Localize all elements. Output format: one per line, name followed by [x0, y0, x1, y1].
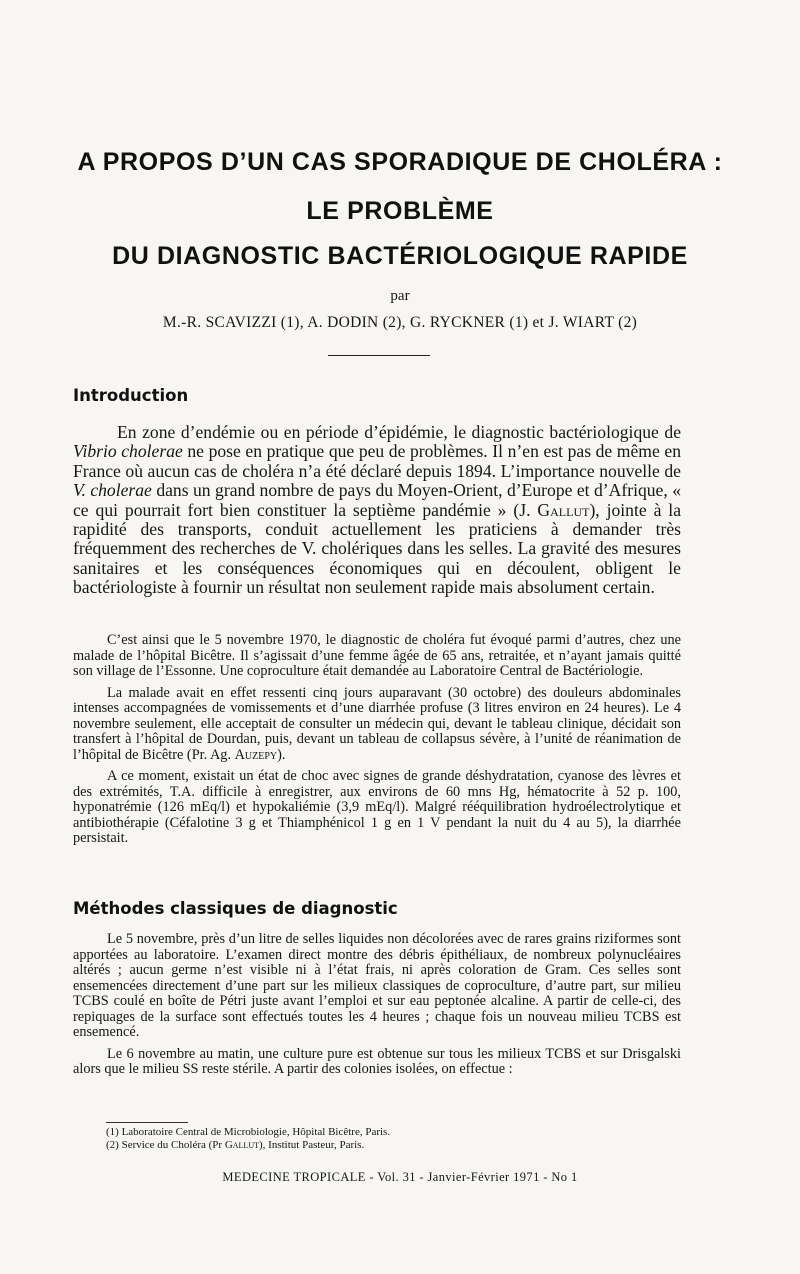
footnotes [106, 1126, 666, 1152]
footnote-1: (1) Laboratoire Central de Microbiologie, Hôpital Bicêtre, Paris. [106, 1126, 391, 1138]
article-title-line-3: DU DIAGNOSTIC BACTÉRIOLOGIQUE RAPIDE [112, 242, 688, 270]
case-paragraph-3: A ce moment, existait un état de choc avec signes de grande déshydratation, cyanose des lèvres et des extrémités, T.A. difficile à enregistrer, aux environs de 60 mns Hg, hématocrite à 52 p. 100, hyponatrémie (126 mEq/l) et hypokaliémie (3,9 mEq/l). Malgré rééquilibration hydroélectrolytique et antibiothérapie (Céfalotine 3 g et Thiamphénicol 1 g en 1 V pendant la nuit du 4 au 5), la diarrhée persistait. [73, 768, 681, 846]
intro-text-2: ne pose en pratique que peu de problèmes. Il n’en est pas de même en France où aucun cas de choléra n’a été déclaré depuis 1894. L’importance nouvelle de [73, 441, 681, 481]
methods-text [73, 932, 681, 1084]
footnote-2-text-a: (2) Service du Choléra (Pr [106, 1139, 225, 1151]
intro-text-4: ), jointe à la rapidité des transports, conduit actuellement les praticiens à demander très fréquemment des recherches de V. cholériques dans les selles. La gravité des mesures sanitaires et les conséquences économiques qui en découlent, obligent le bactériologiste à fournir un résultat non seulement rapide mais absolument certain. [73, 499, 681, 598]
author-list: M.-R. SCAVIZZI (1), A. DODIN (2), G. RYCKNER (1) et J. WIART (2) [162, 314, 638, 331]
byline-par: par [390, 288, 410, 304]
case-paragraph-2 [73, 686, 681, 764]
journal-footer: MEDECINE TROPICALE - Vol. 31 - Janvier-Février 1971 - No 1 [222, 1170, 578, 1184]
title-divider [328, 355, 430, 356]
case-description [73, 633, 681, 853]
introduction-paragraph [73, 423, 681, 598]
intro-text-1: En zone d’endémie ou en période d’épidémie, le diagnostic bactériologique de [117, 422, 681, 442]
article-title-line-1: A PROPOS D’UN CAS SPORADIQUE DE CHOLÉRA : [77, 148, 723, 176]
footnote-divider [106, 1122, 188, 1123]
intro-species-abbrev: V. cholerae [73, 480, 152, 501]
methods-paragraph-1: Le 5 novembre, près d’un litre de selles liquides non décolorées avec de rares grains riziformes sont apportées au laboratoire. L’examen direct montre des débris épithéliaux, de nombreux polynucléaires altérés ; aucun germe n’est visible ni à l’état frais, ni après coloration de Gram. Ces selles sont ensemencées directement d’une part sur les milieux classiques de coproculture, d’autre part, sur milieu TCBS coulé en boîte de Pétri juste avant l’emploi et sur eau peptonée alcaline. A partir de celle-ci, des repiquages de la surface sont effectués toutes les 4 heures ; chaque fois un nouveau milieu TCBS est ensemencé. [73, 931, 681, 1040]
intro-author-gallut: Gallut [537, 499, 590, 520]
intro-species-name: Vibrio cholerae [73, 441, 183, 462]
case-paragraph-2-text-b: ). [277, 746, 286, 763]
case-paragraph-1: C’est ainsi que le 5 novembre 1970, le diagnostic de choléra fut évoqué parmi d’autres, chez une malade de l’hôpital Bicêtre. Il s’agissait d’une femme âgée de 65 ans, retraitée, et n’ayant jamais quitté son village de l’Essonne. Une coproculture était demandée au Laboratoire Central de Bactériologie. [73, 632, 681, 679]
case-author-auzepy: Auzepy [234, 746, 278, 763]
intro-text-3: dans un grand nombre de pays du Moyen-Orient, d’Europe et d’Afrique, « ce qui pourrait fort bien constituer la septième pandémie » (J. [73, 480, 681, 520]
footnote-2-text-c: ), Institut Pasteur, Paris. [259, 1139, 365, 1151]
footnote-2 [106, 1139, 666, 1152]
section-heading-introduction: Introduction [73, 386, 189, 405]
article-title-line-2: LE PROBLÈME [306, 197, 494, 225]
case-paragraph-2-text-a: La malade avait en effet ressenti cinq jours auparavant (30 octobre) des douleurs abdominales intenses accompagnées de vomissements et d’une diarrhée profuse (3 litres environ en 24 heures). Le 4 novembre seulement, elle acceptait de consulter un médecin qui, devant le tableau clinique, décidait son transfert à l’hôpital de Dourdan, puis, devant un tableau de collapsus sévère, à l’unité de réanimation de l’hôpital de Bicêtre (Pr. Ag. [73, 684, 681, 763]
footnote-2-gallut: Gallut [224, 1139, 259, 1151]
methods-paragraph-2: Le 6 novembre au matin, une culture pure est obtenue sur tous les milieux TCBS et sur Drisgalski alors que le milieu SS reste stérile. A partir des colonies isolées, on effectue : [73, 1045, 681, 1077]
section-heading-methods: Méthodes classiques de diagnostic [73, 899, 398, 918]
